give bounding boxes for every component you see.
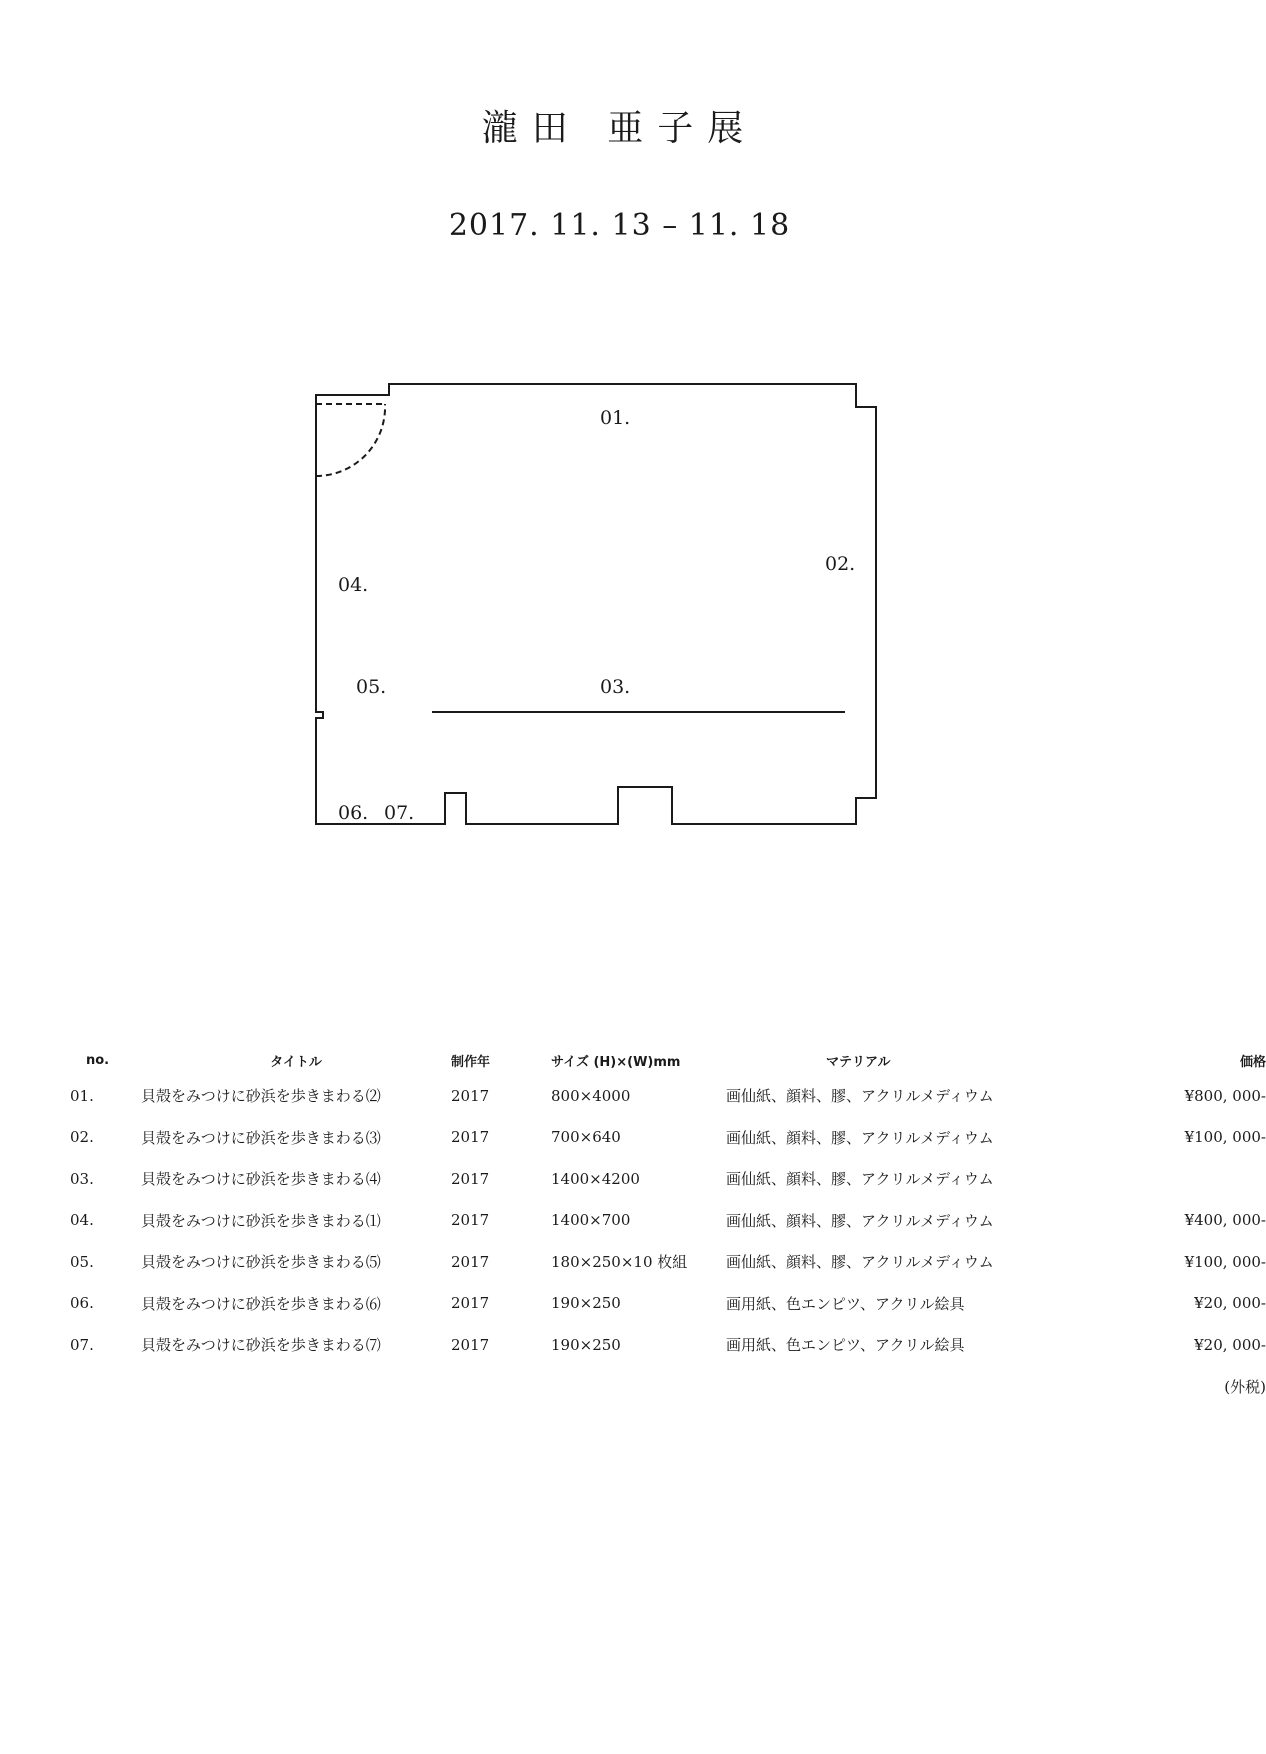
row-material: 画仙紙、顔料、膠、アクリルメディウム (726, 1170, 994, 1189)
door-swing (316, 404, 385, 476)
floorplan-label-02: 02. (825, 553, 856, 575)
row-material: 画仙紙、顔料、膠、アクリルメディウム (726, 1211, 994, 1230)
row-price: ¥800, 000- (1184, 1086, 1266, 1105)
row-material: 画用紙、色エンピツ、アクリル絵具 (726, 1336, 965, 1355)
floorplan-label-03: 03. (600, 676, 631, 698)
exhibition-dates: 2017. 11. 13 – 11. 18 (448, 208, 791, 243)
row-material: 画仙紙、顔料、膠、アクリルメディウム (726, 1128, 994, 1147)
table-row (70, 1324, 1266, 1366)
row-price (1156, 1158, 1266, 1200)
row-year: 2017 (451, 1086, 490, 1105)
row-price: ¥20, 000- (1194, 1294, 1266, 1313)
row-year: 2017 (451, 1335, 490, 1354)
row-size: 1400×700 (551, 1211, 631, 1230)
row-size: 190×250 (551, 1294, 621, 1313)
header-size: サイズ (H)×(W)mm (551, 1054, 681, 1070)
row-title: 貝殻をみつけに砂浜を歩きまわる⑵ (141, 1087, 381, 1106)
row-no: 06. (70, 1294, 94, 1313)
table-row (70, 1075, 1266, 1117)
row-title: 貝殻をみつけに砂浜を歩きまわる⑷ (141, 1170, 381, 1189)
row-title: 貝殻をみつけに砂浜を歩きまわる⑴ (141, 1211, 381, 1230)
row-no: 04. (70, 1211, 94, 1230)
header-price: 価格 (1239, 1054, 1266, 1070)
row-title: 貝殻をみつけに砂浜を歩きまわる⑶ (141, 1128, 381, 1147)
row-year: 2017 (451, 1294, 490, 1313)
floorplan-label-05: 05. (356, 676, 387, 698)
row-size: 700×640 (551, 1128, 621, 1147)
row-material: 画仙紙、顔料、膠、アクリルメディウム (726, 1087, 994, 1106)
floorplan-label-07: 07. (384, 802, 415, 824)
row-title: 貝殻をみつけに砂浜を歩きまわる⑸ (141, 1253, 381, 1272)
works-table (70, 1045, 1266, 1407)
table-row (70, 1241, 1266, 1283)
row-no: 03. (70, 1169, 94, 1188)
gallery-wall-outline (316, 384, 876, 824)
table-row (70, 1283, 1266, 1325)
header-no: no. (86, 1052, 110, 1068)
row-size: 190×250 (551, 1335, 621, 1354)
row-price: ¥20, 000- (1194, 1335, 1266, 1354)
row-no: 02. (70, 1128, 94, 1147)
table-row (70, 1200, 1266, 1242)
row-no: 05. (70, 1252, 94, 1271)
table-row (70, 1117, 1266, 1159)
table-header-row (70, 1045, 1266, 1075)
header-year: 制作年 (451, 1054, 491, 1070)
floorplan-label-04: 04. (338, 574, 369, 596)
row-year: 2017 (451, 1128, 490, 1147)
row-size: 1400×4200 (551, 1169, 640, 1188)
row-material: 画仙紙、顔料、膠、アクリルメディウム (726, 1253, 994, 1272)
tax-note: (外税) (1224, 1377, 1266, 1396)
floorplan-label-06: 06. (338, 802, 369, 824)
row-title: 貝殻をみつけに砂浜を歩きまわる⑹ (141, 1294, 381, 1313)
header-material: マテリアル (826, 1054, 891, 1070)
row-size: 800×4000 (551, 1086, 631, 1105)
row-year: 2017 (451, 1252, 490, 1271)
floorplan-label-01: 01. (600, 407, 631, 429)
row-material: 画用紙、色エンピツ、アクリル絵具 (726, 1294, 965, 1313)
tax-note-row (70, 1366, 1266, 1408)
exhibition-title: 瀧田 亜子展 (481, 108, 758, 149)
row-price: ¥100, 000- (1184, 1252, 1266, 1271)
row-no: 07. (70, 1335, 94, 1354)
table-row (70, 1158, 1266, 1200)
row-year: 2017 (451, 1169, 490, 1188)
row-title: 貝殻をみつけに砂浜を歩きまわる⑺ (141, 1336, 381, 1355)
row-size: 180×250×10 枚組 (551, 1253, 688, 1272)
header-title: タイトル (270, 1054, 322, 1070)
row-no: 01. (70, 1086, 94, 1105)
row-price: ¥100, 000- (1184, 1128, 1266, 1147)
row-price: ¥400, 000- (1184, 1211, 1266, 1230)
row-year: 2017 (451, 1211, 490, 1230)
